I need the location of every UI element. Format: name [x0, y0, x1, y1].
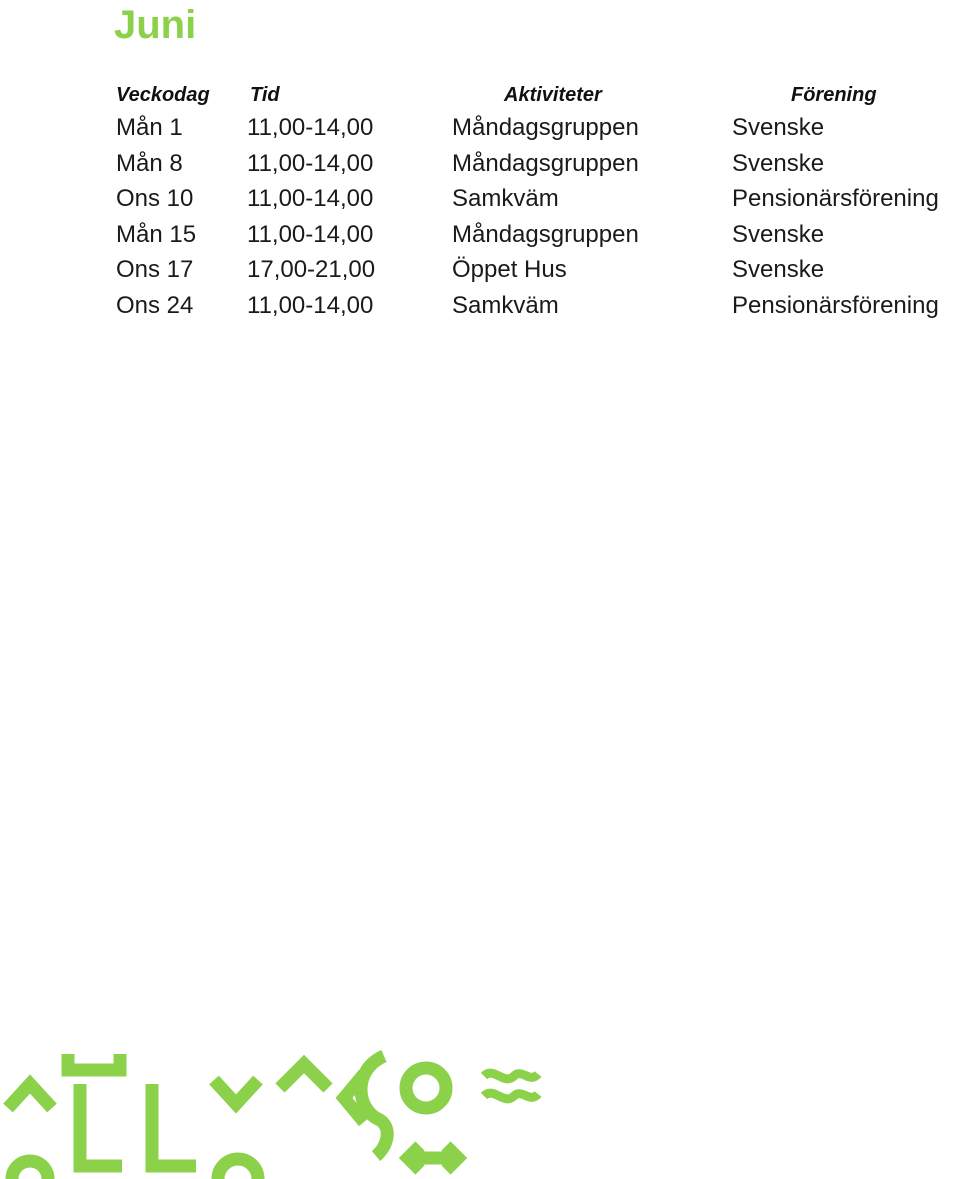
arc-icon [361, 1056, 387, 1156]
time-cell: 11,00-14,00 [247, 185, 374, 212]
column-header-activities: Aktiviteter [504, 84, 602, 106]
arc-icon [12, 1161, 48, 1179]
activity-cell: Måndagsgruppen [452, 114, 639, 141]
association-cell: Svenske [732, 220, 825, 248]
association-cell: Svenske [732, 114, 825, 141]
caret-icon [8, 1084, 52, 1108]
activity-cell: Måndagsgruppen [452, 149, 639, 177]
time-cell: 11,00-14,00 [247, 149, 374, 177]
page-title: Juni [114, 3, 197, 47]
weekday-cell: Ons 10 [116, 185, 194, 212]
table-row [116, 288, 960, 324]
time-cell: 17,00-21,00 [247, 256, 376, 283]
table-row [116, 110, 960, 146]
activity-cell: Måndagsgruppen [452, 220, 639, 248]
table-header-row [116, 80, 960, 110]
association-cell: Svenske [732, 149, 825, 177]
weekday-cell: Ons 24 [116, 291, 194, 319]
weekday-cell: Mån 8 [116, 149, 183, 177]
time-cell: 11,00-14,00 [247, 291, 374, 319]
wave-icon [484, 1093, 538, 1099]
bracket-icon [68, 1054, 120, 1070]
column-header-time: Tid [250, 84, 280, 106]
time-cell: 11,00-14,00 [247, 114, 374, 141]
association-cell: Pensionärsförening [732, 185, 939, 212]
arc-icon [218, 1159, 258, 1179]
activity-cell: Samkväm [452, 291, 559, 319]
circle-icon [406, 1068, 446, 1108]
double-arrow-icon [408, 1146, 458, 1170]
check-icon [214, 1080, 258, 1104]
table-row [116, 181, 960, 217]
weekday-cell: Mån 1 [116, 114, 183, 141]
caret-icon [280, 1064, 328, 1088]
wave-icon [484, 1073, 538, 1079]
schedule-table [116, 80, 960, 323]
column-header-association: Förening [791, 84, 877, 106]
time-cell: 11,00-14,00 [247, 220, 374, 248]
association-cell: Pensionärsförening [732, 291, 939, 319]
column-header-weekday: Veckodag [116, 84, 210, 106]
symbol-strip [0, 1040, 560, 1179]
weekday-cell: Ons 17 [116, 256, 194, 283]
table-row [116, 252, 960, 288]
association-cell: Svenske [732, 256, 825, 283]
table-row [116, 146, 960, 182]
weekday-cell: Mån 15 [116, 220, 197, 248]
table-row [116, 217, 960, 253]
corner-icon [152, 1084, 196, 1166]
activity-cell: Samkväm [452, 185, 559, 212]
activity-cell: Öppet Hus [452, 256, 567, 283]
corner-icon [80, 1084, 122, 1166]
